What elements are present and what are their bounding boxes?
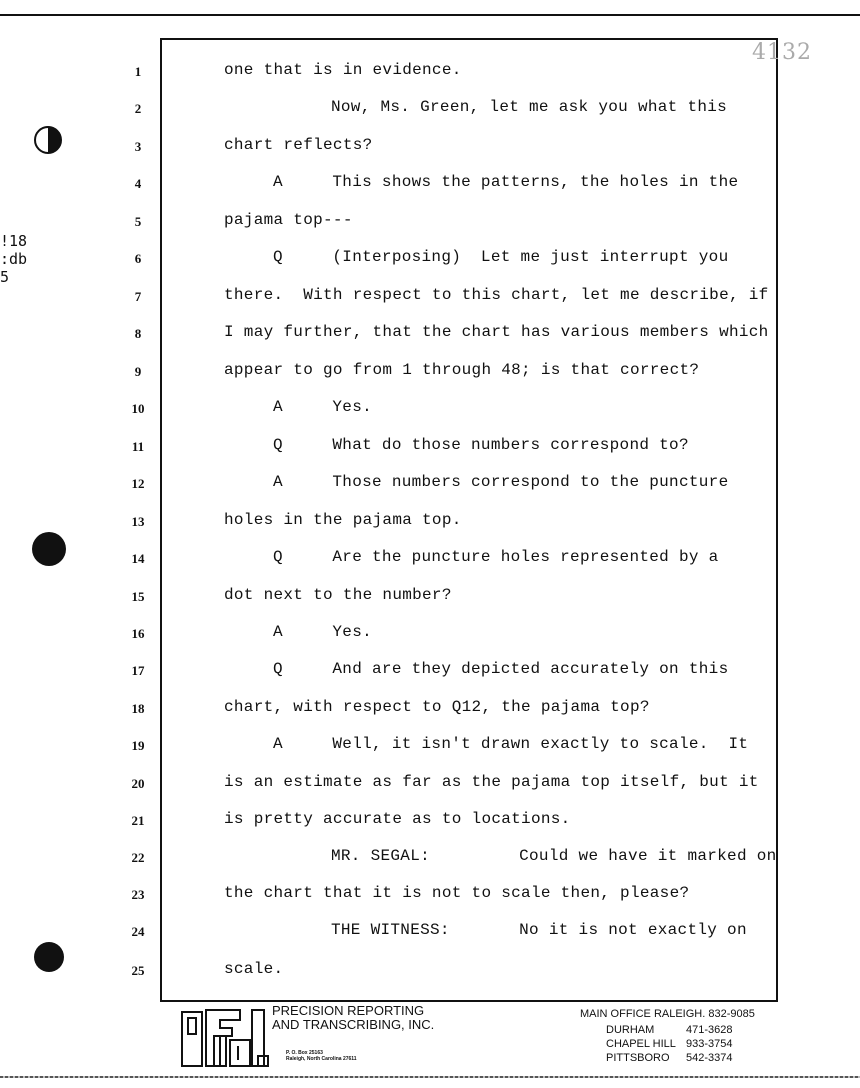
firm-logo-icon — [180, 1006, 270, 1070]
line-number: 21 — [131, 813, 145, 828]
office-row — [606, 1038, 766, 1052]
office-phone: 542-3374 — [686, 1052, 733, 1064]
transcript-line: Q And are they depicted accurately on this — [273, 660, 729, 678]
transcript-line: A Well, it isn't drawn exactly to scale. It — [273, 735, 749, 753]
transcript-line: A Yes. — [273, 398, 373, 416]
line-number: 4 — [134, 176, 142, 191]
line-number: 3 — [134, 139, 142, 154]
line-number: 1 — [134, 64, 142, 79]
transcript-line: A This shows the patterns, the holes in the — [273, 173, 739, 191]
office-phone: 933-3754 — [686, 1038, 733, 1050]
line-number: 24 — [131, 924, 145, 939]
office-city: CHAPEL HILL — [606, 1038, 676, 1050]
transcript-line: the chart that it is not to scale then, please? — [224, 884, 690, 902]
transcript-line: Q Are the puncture holes represented by a — [273, 548, 719, 566]
transcript-line: there. With respect to this chart, let me describe, if — [224, 286, 769, 304]
line-number: 11 — [131, 439, 145, 454]
firm-name-line1: PRECISION REPORTING — [272, 1003, 425, 1018]
transcript-line: A Yes. — [273, 623, 373, 641]
transcript-line: chart, with respect to Q12, the pajama top? — [224, 698, 650, 716]
margin-note: 5 — [0, 268, 10, 286]
office-city: DURHAM — [606, 1024, 655, 1036]
transcript-line: THE WITNESS: No it is not exactly on — [331, 921, 747, 939]
transcript-line: holes in the pajama top. — [224, 511, 462, 529]
bottom-rule — [0, 1076, 860, 1078]
office-row — [606, 1052, 766, 1066]
line-number: 12 — [131, 476, 145, 491]
office-phone: 471-3628 — [686, 1024, 733, 1036]
line-number: 25 — [131, 963, 145, 978]
transcript-line: chart reflects? — [224, 136, 373, 154]
punch-hole-half — [34, 126, 62, 154]
transcript-line: dot next to the number? — [224, 586, 452, 604]
firm-address-line2: Raleigh, North Carolina 27611 — [286, 1056, 357, 1062]
firm-name-line2: AND TRANSCRIBING, INC. — [272, 1017, 435, 1032]
line-number: 10 — [131, 401, 145, 416]
line-number: 15 — [131, 589, 145, 604]
line-number: 8 — [134, 326, 142, 341]
line-number: 17 — [131, 663, 145, 678]
office-city: PITTSBORO — [606, 1052, 670, 1064]
firm-address-line1: P. O. Box 25163 — [286, 1050, 323, 1056]
firm-address — [286, 1050, 357, 1062]
transcript-line: MR. SEGAL: Could we have it marked on — [331, 847, 777, 865]
office-row — [606, 1024, 766, 1038]
line-number: 19 — [131, 738, 145, 753]
firm-name — [272, 1004, 434, 1032]
main-office: MAIN OFFICE RALEIGH. 832-9085 — [580, 1008, 755, 1020]
transcript-line: appear to go from 1 through 48; is that correct? — [224, 361, 700, 379]
line-number: 20 — [131, 776, 145, 791]
line-number: 16 — [131, 626, 145, 641]
margin-note: :db — [0, 250, 28, 268]
transcript-line: scale. — [224, 960, 284, 978]
line-number: 14 — [131, 551, 145, 566]
line-number: 2 — [134, 101, 142, 116]
transcript-line: Q What do those numbers correspond to? — [273, 436, 689, 454]
line-number: 5 — [134, 214, 142, 229]
transcript-line: is an estimate as far as the pajama top itself, but it — [224, 773, 759, 791]
transcript-line: pajama top--- — [224, 211, 353, 229]
punch-hole — [34, 942, 64, 972]
top-rule — [0, 14, 860, 16]
line-number: 13 — [131, 514, 145, 529]
transcript-line: I may further, that the chart has various members which — [224, 323, 769, 341]
line-number: 22 — [131, 850, 145, 865]
transcript-line: A Those numbers correspond to the puncture — [273, 473, 729, 491]
line-number: 6 — [134, 251, 142, 266]
punch-hole — [32, 532, 66, 566]
transcript-line: one that is in evidence. — [224, 61, 462, 79]
line-number: 18 — [131, 701, 145, 716]
line-number: 7 — [134, 289, 142, 304]
margin-note: !18 — [0, 232, 28, 250]
transcript-line: is pretty accurate as to locations. — [224, 810, 571, 828]
line-number: 9 — [134, 364, 142, 379]
transcript-frame-bottom — [160, 1000, 776, 1002]
page-number: 4132 — [752, 40, 812, 65]
line-number: 23 — [131, 887, 145, 902]
transcript-line: Now, Ms. Green, let me ask you what this — [331, 98, 728, 116]
transcript-line: Q (Interposing) Let me just interrupt you — [273, 248, 729, 266]
